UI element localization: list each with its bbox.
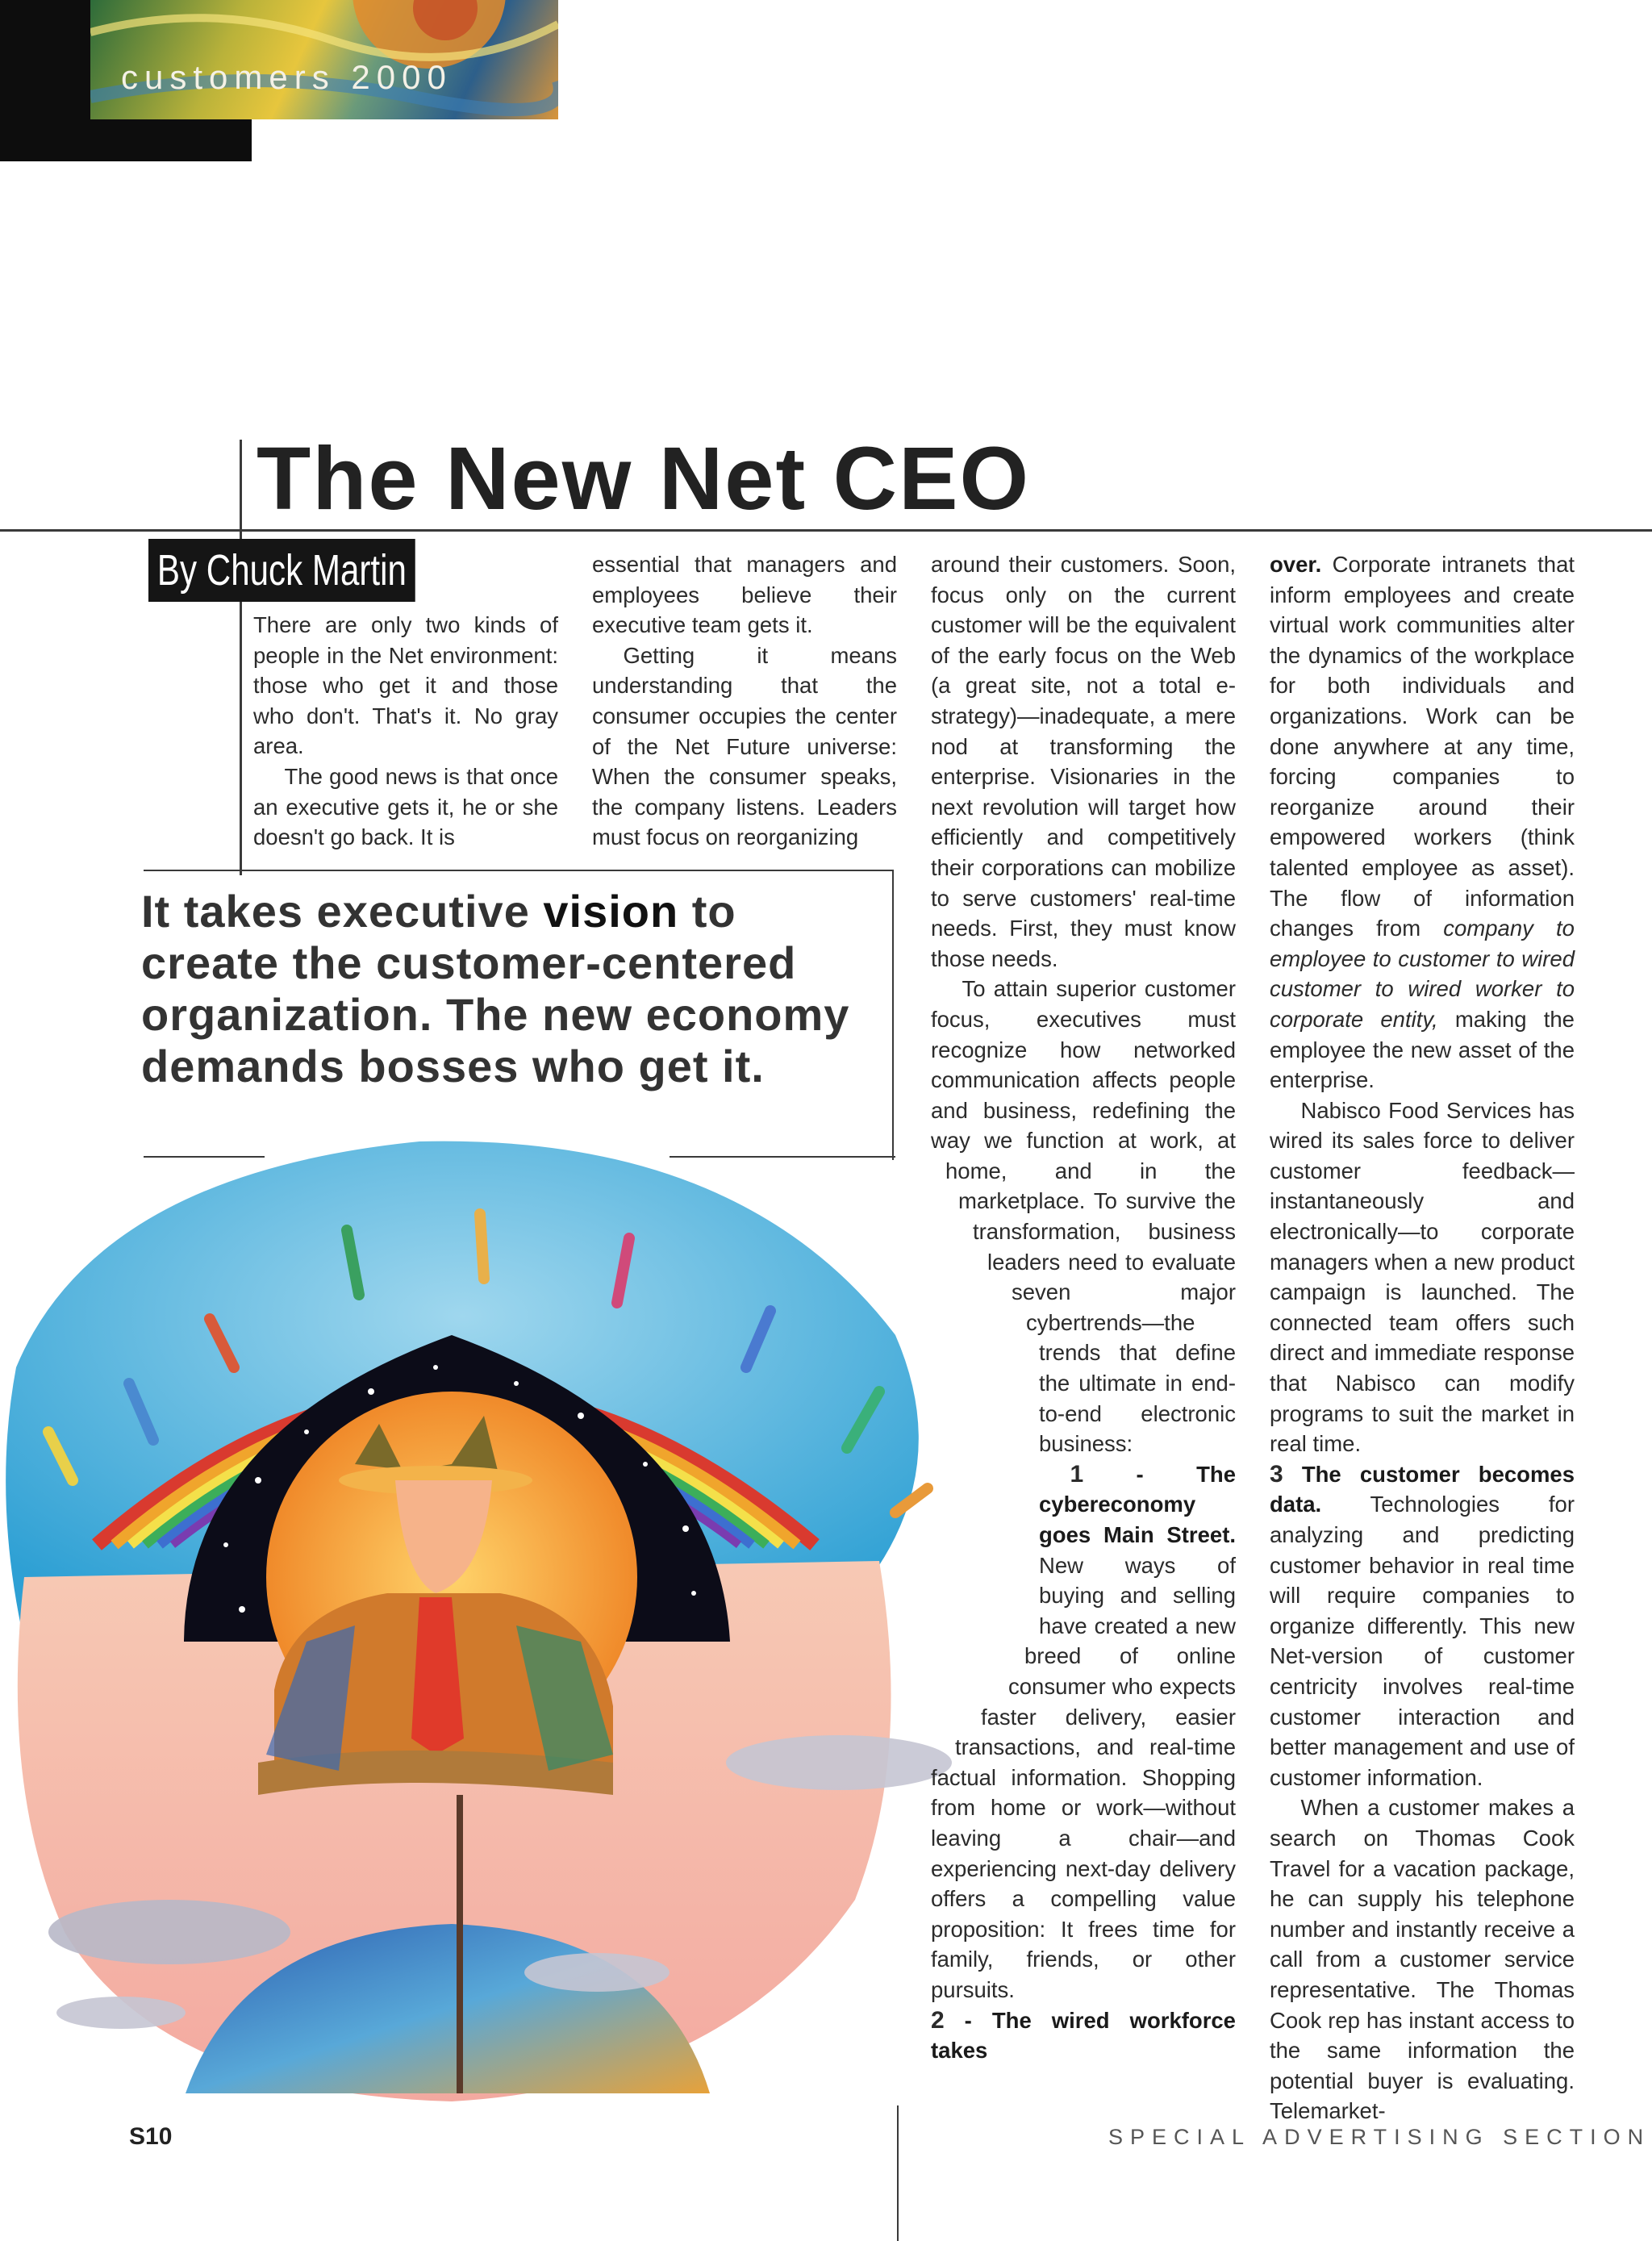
trend-3 (1270, 1459, 1575, 1793)
deck-rule-top (144, 870, 894, 871)
italic-run: company to employee to customer to wired customer to wired worker to corporate entity, (1270, 916, 1575, 1032)
wrap-spacer (931, 1229, 973, 1258)
wrap-spacer (931, 1317, 1026, 1348)
deck-text: It takes executive (141, 886, 544, 937)
trend-title: The customer becomes data. (1270, 1461, 1575, 1517)
footer-label: SPECIAL ADVERTISING SECTION (1108, 2125, 1651, 2149)
trend-number: 2 (931, 2006, 945, 2034)
trend-title: The cybereconomy goes Main Street. (1039, 1461, 1236, 1547)
paragraph: When a customer makes a search on Thomas Cook Travel for a vacation package, he can supply his telephone number and instantly receive a call from a customer service representative. The Thomas Cook rep has instant access to the same information the potential buyer is evaluating. Telemarket- (1270, 1795, 1575, 2124)
wrap-spacer (931, 1653, 1008, 1684)
wrap-spacer (931, 1200, 958, 1229)
article-title: The New Net CEO (257, 429, 1031, 528)
trend-number: 1 (1070, 1460, 1084, 1488)
header-black-block (0, 0, 90, 161)
wrap-spacer (931, 1622, 1024, 1653)
deck-emphasis: vision (543, 886, 679, 937)
wrap-spacer (931, 1348, 1039, 1622)
column-1 (253, 610, 558, 853)
section-name: customers 2000 (121, 58, 453, 96)
paragraph: The good news is that once an executive gets it, he or she doesn't go back. It is (253, 763, 558, 850)
column-2 (592, 549, 897, 853)
trend-2: 2 - The wired workforce takes (931, 2006, 1236, 2064)
column-3 (931, 549, 1236, 2066)
paragraph: There are only two kinds of people in the Net environment: those who get it and those who don't. That's it. No gray area. (253, 612, 558, 759)
title-vertical-rule (240, 440, 242, 875)
page-number: S10 (129, 2123, 173, 2150)
wrap-spacer (931, 1258, 987, 1287)
footer-vertical-rule (897, 2105, 899, 2241)
trend-number: 3 (1270, 1460, 1283, 1488)
text-run: Corporate intranets that inform employees and create virtual work communities alter the dynamics of the workplace for both individuals and organizations. Work can be done anywhere at any time, forcing companies to reorganize around their empowered workers (think talented employee as asset). The flow of information changes from (1270, 552, 1575, 941)
paragraph: Nabisco Food Services has wired its sales force to deliver customer feedback—instantaneously and electronically—to corporate managers when a new product campaign is launched. The connected team offers such direct and immediate response that Nabisco can modify programs to suit the market in real time. (1270, 1097, 1575, 1457)
trend-body: Technologies for analyzing and predicting customer behavior in real time will require companies to organize differently. This new Net-version of customer centricity involves real-time customer interaction and better management and use of customer information. (1270, 1492, 1575, 1790)
paragraph: Getting it means understanding that the consumer occupies the center of the Net Future universe: When the consumer speaks, the company listens. Leaders must focus on reorganizing (592, 642, 897, 850)
paragraph: around their customers. Soon, focus only on the current customer will be the equivalent of the early focus on the Web (a great site, not a total e-strategy)—inadequate, a mere nod at transforming the enterprise. Visionaries in the next revolution will target how efficiently and competitively their corporations can mobilize to serve customers' real-time needs. First, they must know those needs. (931, 552, 1236, 971)
wrap-spacer (931, 1287, 1012, 1317)
wrap-spacer (931, 1684, 981, 1714)
trend-1: 1 - The cybereconomy goes Main Street. New ways of buying and selling have created a new breed of online consumer who expects faster delivery, easier transactions, and real-time factual information. Shopping from home or work—without leaving a chair—and experiencing next-day delivery offers a compelling value proposition: It frees time for family, friends, or other pursuits. (931, 1460, 1236, 2002)
deck-text: to create the customer-centered organization. The new economy demands bosses who get it. (141, 886, 850, 1091)
paragraph: essential that managers and employees believe their executive team gets it. (592, 552, 897, 638)
trend-body: New ways of buying and selling have created a new breed of online consumer who expects faster delivery, easier transactions, and real-time factual information. Shopping from home or work—without leaving a chair—and experiencing next-day delivery offers a compelling value proposition: It frees time for family, friends, or other pursuits. (931, 1552, 1236, 2002)
trend-title: The wired workforce takes (931, 2007, 1236, 2064)
paragraph: To attain superior customer focus, executives must recognize how networked communication affects people and business, redefining the way we function at work, at home, and in the marketplace. To survive the transformation, business leaders need to evaluate seven major cybertrends—the trends that define the ultimate in end-to-end electronic business: (931, 976, 1236, 1457)
ceo-illustration (0, 1125, 952, 2118)
byline: By Chuck Martin (148, 539, 415, 602)
header-black-strip (90, 119, 252, 161)
wrap-spacer (931, 1171, 945, 1200)
paragraph (1270, 549, 1575, 1095)
deck-pullquote (141, 886, 883, 1092)
deck-rule-right (892, 870, 894, 1160)
wrap-spacer (931, 1714, 955, 1745)
column-4 (1270, 549, 1575, 2126)
trend-title-cont: over. (1270, 552, 1322, 577)
text-run: making the employee the new asset of the enterprise. (1270, 1006, 1575, 1093)
